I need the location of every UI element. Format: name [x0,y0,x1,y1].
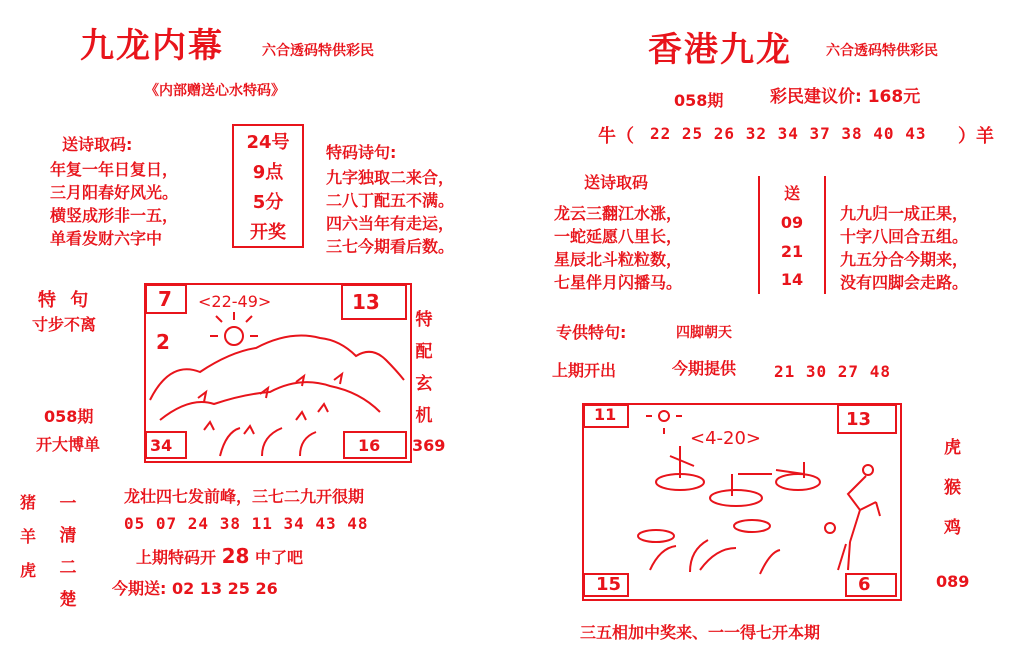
code-poem-label: 特码诗句: [326,143,397,162]
poem-line: 单看发财六字中 [50,229,163,248]
right-sketch-range: <4-20> [690,428,762,449]
left-title: 九龙内幕 [80,26,224,66]
left-issue: 058期 [44,407,94,426]
draw-open: 开奖 [250,222,286,243]
left-special-text: 寸步不离 [32,315,97,334]
right-sketch-corner-br: 6 [858,574,871,595]
right-this-label: 今期提供 [672,359,737,378]
poem-line: 一蛇延愿八里长， [554,227,683,246]
right-side-number: 089 [936,572,970,591]
poem-line: 横竖成形非一五， [50,206,179,225]
last-number: 28 [221,544,250,568]
draw-day: 24号 [246,132,290,153]
right-price: 彩民建议价: 168元 [770,87,921,107]
left-animals-note: 一清二楚 [59,494,77,610]
poem-line: 三七今期看后数。 [326,237,455,256]
right-number-row: 22 25 26 32 34 37 38 40 43 [650,124,927,143]
left-side-number: 369 [412,436,446,455]
sketch-corner-bl: 34 [150,436,173,455]
left-today: 今期送: 02 13 25 26 [112,579,278,598]
poem-line: 九字独取二来合， [326,168,455,187]
sketch-corner-br: 16 [358,436,381,455]
right-last-label: 上期开出 [552,361,617,380]
animal-item: 鸡 [944,518,961,538]
right-poem-label: 送诗取码 [584,173,649,192]
animal-item: 猪 [20,493,37,512]
right-title: 香港九龙 [648,30,792,70]
send-number: 09 [780,213,804,233]
animal-item: 羊 [20,527,37,546]
right-issue: 058期 [674,91,724,110]
poem-line: 星辰北斗粒粒数， [554,250,683,269]
send-number: 21 [780,241,804,261]
poem-line: 九五分合今期来， [840,250,969,269]
left-tagline: 《内部赠送心水特码》 [145,83,285,99]
right-sketch-corner-bl: 15 [596,574,622,595]
animal-item: 虎 [944,438,961,458]
right-sketch-corner-tr: 13 [846,409,872,430]
left-numbers: 05 07 24 38 11 34 43 48 [124,514,369,533]
poem-line: 三月阳春好风光。 [50,183,179,202]
sketch-corner-tl: 7 [158,287,172,311]
poem-line: 四六当年有走运， [326,214,455,233]
left-phrase: 龙壮四七发前峰，三七二九开很期 [124,487,365,506]
sketch-digit: 2 [156,330,170,354]
poem-line: 龙云三翻江水涨， [554,204,683,223]
right-footer: 三五相加中奖来、一一得七开本期 [580,623,821,642]
poem-line: 九九归一成正果， [840,204,969,223]
right-numbers: 21 30 27 48 [774,362,891,381]
right-special-label: 专供特句: [556,323,627,342]
right-sketch-corner-tl: 11 [594,405,617,424]
left-special-label: 特 句 [38,290,93,311]
animal-item: 猴 [944,478,961,498]
right-special-text: 四脚朝天 [676,325,732,341]
right-zodiac-right: ）羊 [958,126,994,147]
animal-item: 虎 [20,561,37,580]
right-zodiac-left: 牛（ [598,126,634,147]
poem-line: 七星伴月闪播马。 [554,273,683,292]
right-subtitle: 六合透码特供彩民 [826,43,938,59]
draw-hour: 9点 [252,162,284,183]
draw-minute: 5分 [252,192,284,213]
last-suffix: 中了吧 [255,548,304,567]
poem-line: 二八丁配五不满。 [326,191,455,210]
sketch-corner-tr: 13 [352,290,380,314]
poem-line: 十字八回合五组。 [840,227,969,246]
poem-line: 没有四脚会走路。 [840,273,969,292]
last-prefix: 上期特码开 [136,548,217,567]
left-poem-label: 送诗取码: [62,135,133,154]
right-animals [944,428,961,548]
send-label: 送 [783,183,800,203]
left-side-vertical: 特配玄机 [415,310,433,426]
left-issue-note: 开大博单 [36,435,101,454]
left-subtitle: 六合透码特供彩民 [262,43,374,59]
send-number: 14 [780,270,804,290]
poem-line: 年复一年日复日， [50,160,179,179]
sketch-range: <22-49> [198,292,272,311]
